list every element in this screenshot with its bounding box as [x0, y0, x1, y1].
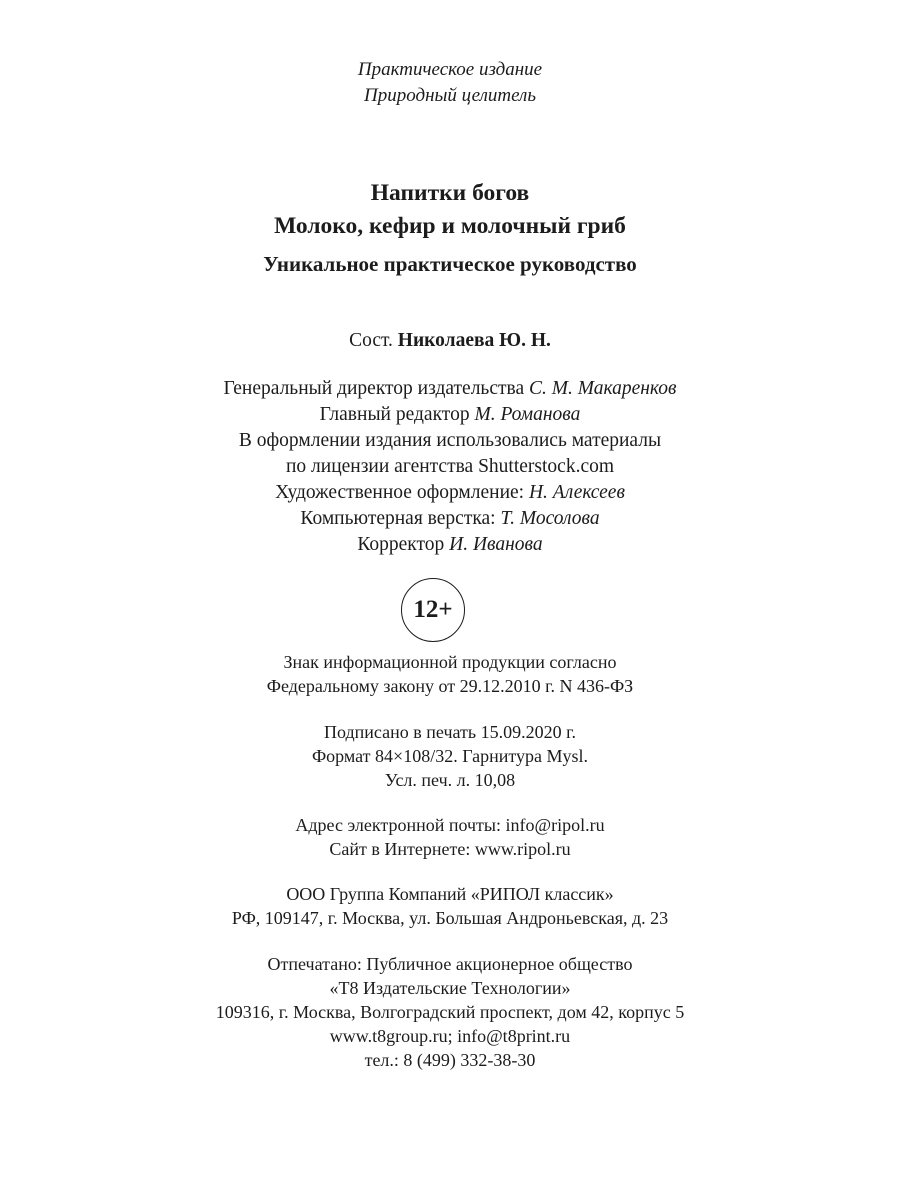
subtitle-text: Уникальное практическое руководство [263, 252, 637, 276]
art-name: Н. Алексеев [528, 482, 625, 503]
title-line-1: Напитки богов [370, 180, 530, 206]
printer-line-4: www.t8group.ru; info@t8print.ru [329, 1026, 571, 1046]
publisher-info [0, 882, 900, 930]
book-subtitle [0, 250, 900, 278]
publisher-name: ООО Группа Компаний «РИПОЛ классик» [286, 884, 614, 904]
book-title [0, 177, 900, 243]
director-credit [0, 376, 900, 402]
series-block [0, 57, 900, 109]
print-signed: Подписано в печать 15.09.2020 г. [324, 722, 576, 742]
print-sheets: Усл. печ. л. 10,08 [384, 770, 516, 790]
editor-credit [0, 402, 900, 428]
staff-credits [0, 376, 900, 558]
contact-email: Адрес электронной почты: info@ripol.ru [295, 815, 605, 835]
info-sign-line-2: Федеральному закону от 29.12.2010 г. N 436-ФЗ [266, 676, 634, 696]
license-line-2: по лицензии агентства Shutterstock.com [285, 456, 615, 477]
printer-line-1: Отпечатано: Публичное акционерное общество [267, 954, 633, 974]
print-format: Формат 84×108/32. Гарнитура Mysl. [311, 746, 589, 766]
editor-name: М. Романова [474, 404, 581, 425]
compiler-name: Николаева Ю. Н. [397, 330, 551, 351]
editor-label: Главный редактор [319, 404, 470, 425]
publisher-address: РФ, 109147, г. Москва, ул. Большая Андроньевская, д. 23 [231, 908, 669, 928]
contact-site: Сайт в Интернете: www.ripol.ru [329, 839, 571, 859]
layout-label: Компьютерная верстка: [300, 508, 496, 529]
printer-line-3: 109316, г. Москва, Волгоградский проспект, дом 42, корпус 5 [215, 1002, 685, 1022]
age-rating-badge: 12+ [401, 578, 465, 642]
proof-label: Корректор [357, 534, 445, 555]
proof-credit [0, 532, 900, 558]
print-details [0, 720, 900, 792]
director-name: С. М. Макаренков [529, 378, 677, 399]
title-line-2: Молоко, кефир и молочный гриб [274, 213, 626, 239]
printer-line-5: тел.: 8 (499) 332-38-30 [364, 1050, 536, 1070]
compiler-label: Сост. [349, 330, 393, 351]
license-line-1: В оформлении издания использовались материалы [238, 430, 662, 451]
printer-info [0, 952, 900, 1072]
layout-name: Т. Мосолова [500, 508, 600, 529]
info-sign-line-1: Знак информационной продукции согласно [283, 652, 617, 672]
compiler-line [0, 328, 900, 354]
info-sign-text [0, 650, 900, 698]
proof-name: И. Иванова [449, 534, 543, 555]
layout-credit [0, 506, 900, 532]
series-name: Природный целитель [364, 85, 536, 106]
publisher-contacts [0, 813, 900, 861]
art-label: Художественное оформление: [275, 482, 525, 503]
art-credit [0, 480, 900, 506]
printer-line-2: «Т8 Издательские Технологии» [329, 978, 571, 998]
series-type: Практическое издание [357, 59, 543, 80]
director-label: Генеральный директор издательства [223, 378, 525, 399]
